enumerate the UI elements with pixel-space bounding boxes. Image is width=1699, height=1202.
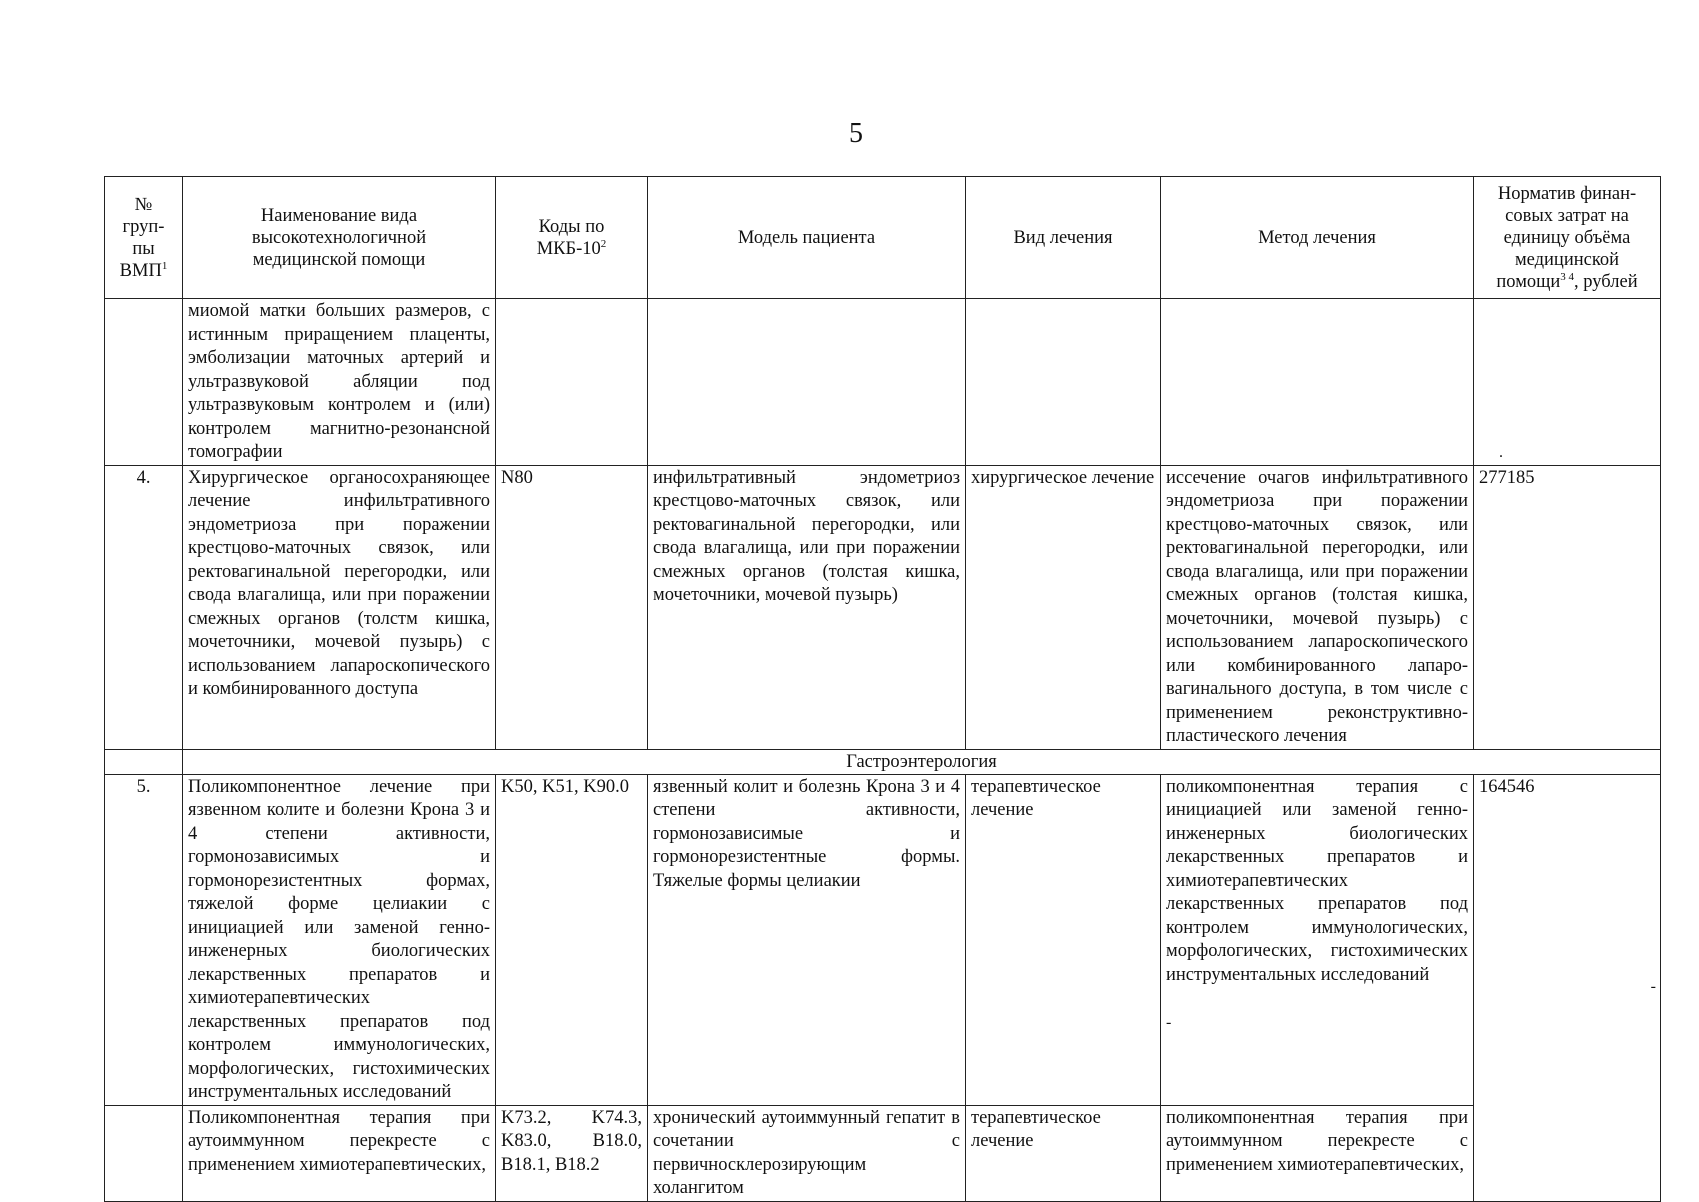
- header-model: Модель пациента: [648, 177, 966, 299]
- cell-treatment-type: хирургическое лечение: [966, 465, 1161, 749]
- header-group: № груп- пы ВМП$^1$: [105, 177, 183, 299]
- cell-name: миомой матки больших размеров, с истинным приращением плаценты, эмболизации маточных артерий и ультразвуковой абляции под ультразвуковым контролем и (или) контролем магнитно-резонансной томографии: [183, 299, 496, 466]
- cell-name: Поликомпонентное лечение при язвенном колите и болезни Крона 3 и 4 степени активности, гормонозависимых и гормонорезистентных формах, тяжелой форме целиакии с инициацией или заменой генно-инженерных биологических лекарственных препаратов и химиотерапевтических лекарственных препаратов под контролем иммунологических, морфологических, гистохимических инструментальных исследований: [183, 774, 496, 1105]
- cell-num: [105, 299, 183, 466]
- cell-treatment-type: терапевтическое лечение: [966, 1105, 1161, 1201]
- cell-model: хронический аутоиммунный гепатит в сочетании с первичносклерозирующим холангитом: [648, 1105, 966, 1201]
- table-row-5b: [105, 1105, 1661, 1201]
- cell-treatment-type: [966, 299, 1161, 466]
- cell-codes: [496, 299, 648, 466]
- cell-method: [1161, 299, 1474, 466]
- cell-treatment-type: терапевтическое лечение: [966, 774, 1161, 1105]
- header-treatment-type: Вид лечения: [966, 177, 1161, 299]
- cell-name: Хирургическое органосохраняющее лечение инфильтративного эндометриоза при поражении крестцово-маточных связок, или ректовагинальной перегородки, или свода влагалища, или при поражении смежных органов (толстм кишка, мочеточники, мочевой пузырь) с использованием лапароскопического и комбинированного доступа: [183, 465, 496, 749]
- table-row-4: [105, 465, 1661, 749]
- section-row: [105, 749, 1661, 774]
- method-text: поликомпонентная терапия с инициацией или заменой генно-инженерных биологических лекарственных препаратов и химиотерапевтических лекарственных препаратов под контролем иммунологических, морфологических, гистохимических инструментальных исследований: [1166, 776, 1468, 985]
- header-row: [105, 177, 1661, 299]
- cell-num: [105, 1105, 183, 1201]
- table-row-continuation: [105, 299, 1661, 466]
- cell-norm: [1474, 774, 1661, 1201]
- cell-method: поликомпонентная терапия при аутоиммунном перекресте с применением химиотерапевтических,: [1161, 1105, 1474, 1201]
- cell-norm: 277185: [1474, 465, 1661, 749]
- cell-num: 5.: [105, 774, 183, 1105]
- header-codes: Коды по МКБ-$10^2$: [496, 177, 648, 299]
- cell-method: иссечение очагов инфильтративного эндометриоза при поражении крестцово-маточных связок, или ректовагинальной перегородки, или свода влагалища, или при поражении смежных органов (толстая кишка, мочеточники, мочевой пузырь) с использованием лапароскопического или комбинированного лапаро-вагинального доступа, в том числе с применением реконструктивно-пластического лечения: [1161, 465, 1474, 749]
- table-row-5: [105, 774, 1661, 1105]
- cell-model: язвенный колит и болезнь Крона 3 и 4 степени активности, гормонозависимые и гормонорезистентные формы. Тяжелые формы целиакии: [648, 774, 966, 1105]
- cell-method: [1161, 774, 1474, 1105]
- page-number: 5: [849, 118, 863, 149]
- header-norm: Норматив финан- совых затрат на единицу объёма медицинской помощи$^{3 4}$, рублей: [1474, 177, 1661, 299]
- cell-norm: .: [1474, 299, 1661, 466]
- method-mark: -: [1166, 1013, 1172, 1031]
- cell-model: [648, 299, 966, 466]
- header-method: Метод лечения: [1161, 177, 1474, 299]
- cell-codes: N80: [496, 465, 648, 749]
- norm-value: 164546: [1479, 776, 1535, 797]
- section-num-cell: [105, 749, 183, 774]
- cell-num: 4.: [105, 465, 183, 749]
- cell-name: Поликомпонентная терапия при аутоиммунном перекресте с применением химиотерапевтических,: [183, 1105, 496, 1201]
- cell-model: инфильтративный эндометриоз крестцово-маточных связок, или ректовагинальной перегородки, или свода влагалища, или при поражении смежных органов (толстая кишка, мочеточники, мочевой пузырь): [648, 465, 966, 749]
- section-title: Гастроэнтерология: [183, 749, 1661, 774]
- vmp-table: [104, 176, 1661, 1202]
- header-name: Наименование вида высокотехнологичной медицинской помощи: [183, 177, 496, 299]
- cell-codes: K50, K51, K90.0: [496, 774, 648, 1105]
- cell-codes: K73.2, K74.3, K83.0, B18.0, B18.1, B18.2: [496, 1105, 648, 1201]
- norm-mark: -: [1650, 977, 1656, 995]
